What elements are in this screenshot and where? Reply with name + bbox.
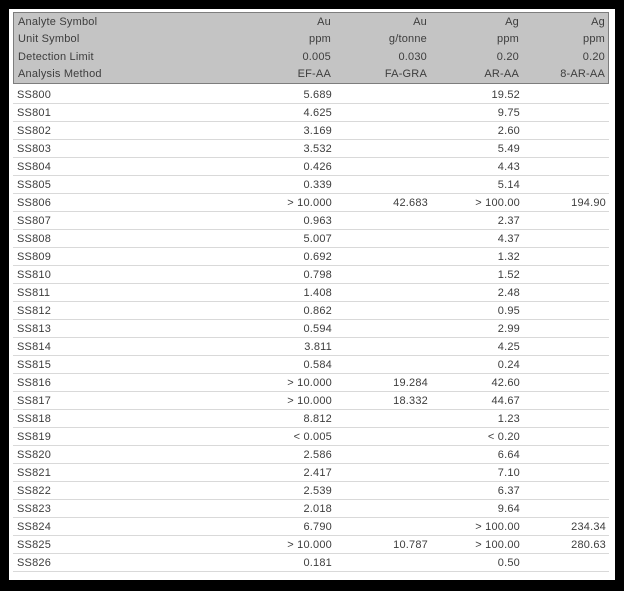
table-row [13,176,609,194]
value-au-ppm: 3.169 [303,124,332,137]
sample-id: SS824 [17,520,52,533]
table-row [13,464,609,482]
value-au-ppm: 0.963 [303,214,332,227]
table-row [13,410,609,428]
value-au-ppm: 0.862 [303,304,332,317]
value-ag-ppm-overlimit: 280.63 [571,538,606,551]
value-ag-ppm: 7.10 [497,466,520,479]
table-header-block [13,12,609,84]
value-au-ppm: < 0.005 [293,430,332,443]
value-ag-ppm: 2.99 [497,322,520,335]
value-ag-ppm: 5.14 [497,178,520,191]
header-col-ag-ppm: 0.20 [496,50,519,63]
table-row [13,338,609,356]
table-body [13,86,609,572]
table-row [13,104,609,122]
value-au-gtonne: 18.332 [393,394,428,407]
report-sheet [9,9,615,580]
sample-id: SS825 [17,538,52,551]
value-au-gtonne: 10.787 [393,538,428,551]
value-ag-ppm-overlimit: 194.90 [571,196,606,209]
sample-id: SS812 [17,304,52,317]
value-au-ppm: 0.181 [303,556,332,569]
value-ag-ppm: > 100.00 [475,538,520,551]
table-row [13,518,609,536]
sample-id: SS809 [17,250,52,263]
sample-id: SS810 [17,268,52,281]
header-col-ag-ppm-overlimit: 8-AR-AA [560,68,605,81]
value-ag-ppm: 0.95 [497,304,520,317]
table-row [13,122,609,140]
value-ag-ppm: 4.37 [497,232,520,245]
table-row [13,536,609,554]
value-ag-ppm: 4.25 [497,340,520,353]
value-ag-ppm: 1.23 [497,412,520,425]
header-col-au-gtonne: Au [413,15,427,28]
header-col-ag-ppm-overlimit: Ag [591,15,605,28]
value-au-ppm: 0.426 [303,160,332,173]
value-ag-ppm: 2.48 [497,286,520,299]
value-ag-ppm: > 100.00 [475,196,520,209]
value-au-ppm: 2.417 [303,466,332,479]
table-row [13,230,609,248]
value-au-ppm: 2.586 [303,448,332,461]
sample-id: SS811 [17,286,51,299]
table-row [13,158,609,176]
value-au-ppm: > 10.000 [287,376,332,389]
table-row [13,446,609,464]
value-au-ppm: 8.812 [303,412,332,425]
value-ag-ppm: 44.67 [491,394,520,407]
table-row [13,320,609,338]
value-ag-ppm: 5.49 [497,142,520,155]
header-row-label: Analyte Symbol [18,15,98,28]
value-au-gtonne: 42.683 [393,196,428,209]
table-row [13,266,609,284]
header-col-au-gtonne: g/tonne [388,33,427,46]
value-au-ppm: 1.408 [303,286,332,299]
sample-id: SS814 [17,340,52,353]
header-row [14,48,608,66]
value-au-ppm: 3.811 [304,340,332,353]
value-ag-ppm: 9.64 [497,502,520,515]
value-au-ppm: 3.532 [303,142,332,155]
sample-id: SS806 [17,196,52,209]
header-col-ag-ppm: AR-AA [484,68,519,81]
value-ag-ppm: 6.64 [497,448,520,461]
table-row [13,356,609,374]
value-ag-ppm: 2.60 [497,124,520,137]
header-col-au-ppm: EF-AA [297,68,331,81]
table-row [13,284,609,302]
header-col-au-ppm: 0.005 [302,50,331,63]
value-au-ppm: > 10.000 [287,538,332,551]
sample-id: SS804 [17,160,52,173]
value-au-ppm: 5.007 [303,232,332,245]
sample-id: SS803 [17,142,52,155]
value-ag-ppm: 2.37 [497,214,520,227]
header-col-au-gtonne: FA-GRA [384,68,427,81]
header-col-au-gtonne: 0.030 [398,50,427,63]
value-au-gtonne: 19.284 [393,376,428,389]
sample-id: SS815 [17,358,52,371]
table-row [13,302,609,320]
header-col-ag-ppm-overlimit: ppm [583,33,605,46]
sample-id: SS816 [17,376,52,389]
sample-id: SS813 [17,322,52,335]
header-row-label: Detection Limit [18,50,94,63]
sample-id: SS800 [17,88,52,101]
value-ag-ppm-overlimit: 234.34 [571,520,606,533]
table-row [13,500,609,518]
value-au-ppm: 0.798 [303,268,332,281]
sample-id: SS822 [17,484,52,497]
value-ag-ppm: 19.52 [491,88,520,101]
table-row [13,140,609,158]
value-au-ppm: 0.584 [303,358,332,371]
value-ag-ppm: 4.43 [497,160,520,173]
value-au-ppm: 0.339 [303,178,332,191]
sample-id: SS807 [17,214,52,227]
sample-id: SS821 [17,466,52,479]
header-row [14,66,608,84]
value-au-ppm: 0.692 [303,250,332,263]
header-col-ag-ppm: Ag [505,15,519,28]
value-ag-ppm: 1.52 [497,268,520,281]
sample-id: SS823 [17,502,52,515]
value-au-ppm: 2.018 [303,502,332,515]
header-row-label: Unit Symbol [18,33,80,46]
value-ag-ppm: 9.75 [497,106,520,119]
sample-id: SS808 [17,232,52,245]
table-row [13,212,609,230]
sample-id: SS801 [17,106,52,119]
sample-id: SS819 [17,430,52,443]
value-au-ppm: 6.790 [303,520,332,533]
sample-id: SS802 [17,124,52,137]
header-row [14,31,608,49]
table-row [13,248,609,266]
header-col-ag-ppm-overlimit: 0.20 [582,50,605,63]
header-row-label: Analysis Method [18,68,102,81]
value-au-ppm: 5.689 [303,88,332,101]
value-ag-ppm: > 100.00 [475,520,520,533]
value-ag-ppm: 1.32 [497,250,520,263]
header-col-au-ppm: Au [317,15,331,28]
value-au-ppm: > 10.000 [287,394,332,407]
table-row [13,428,609,446]
value-ag-ppm: 0.50 [497,556,520,569]
value-au-ppm: 4.625 [303,106,332,119]
value-au-ppm: 2.539 [303,484,332,497]
value-ag-ppm: 0.24 [497,358,520,371]
table-row [13,194,609,212]
sample-id: SS826 [17,556,52,569]
sample-id: SS805 [17,178,52,191]
value-ag-ppm: 42.60 [491,376,520,389]
sample-id: SS817 [17,394,52,407]
header-col-au-ppm: ppm [309,33,331,46]
table-row [13,86,609,104]
table-row [13,482,609,500]
value-au-ppm: > 10.000 [287,196,332,209]
value-ag-ppm: < 0.20 [487,430,520,443]
table-row [13,554,609,572]
value-au-ppm: 0.594 [303,322,332,335]
sample-id: SS818 [17,412,52,425]
value-ag-ppm: 6.37 [497,484,520,497]
header-row [14,13,608,31]
sample-id: SS820 [17,448,52,461]
table-row [13,374,609,392]
table-row [13,392,609,410]
header-col-ag-ppm: ppm [497,33,519,46]
